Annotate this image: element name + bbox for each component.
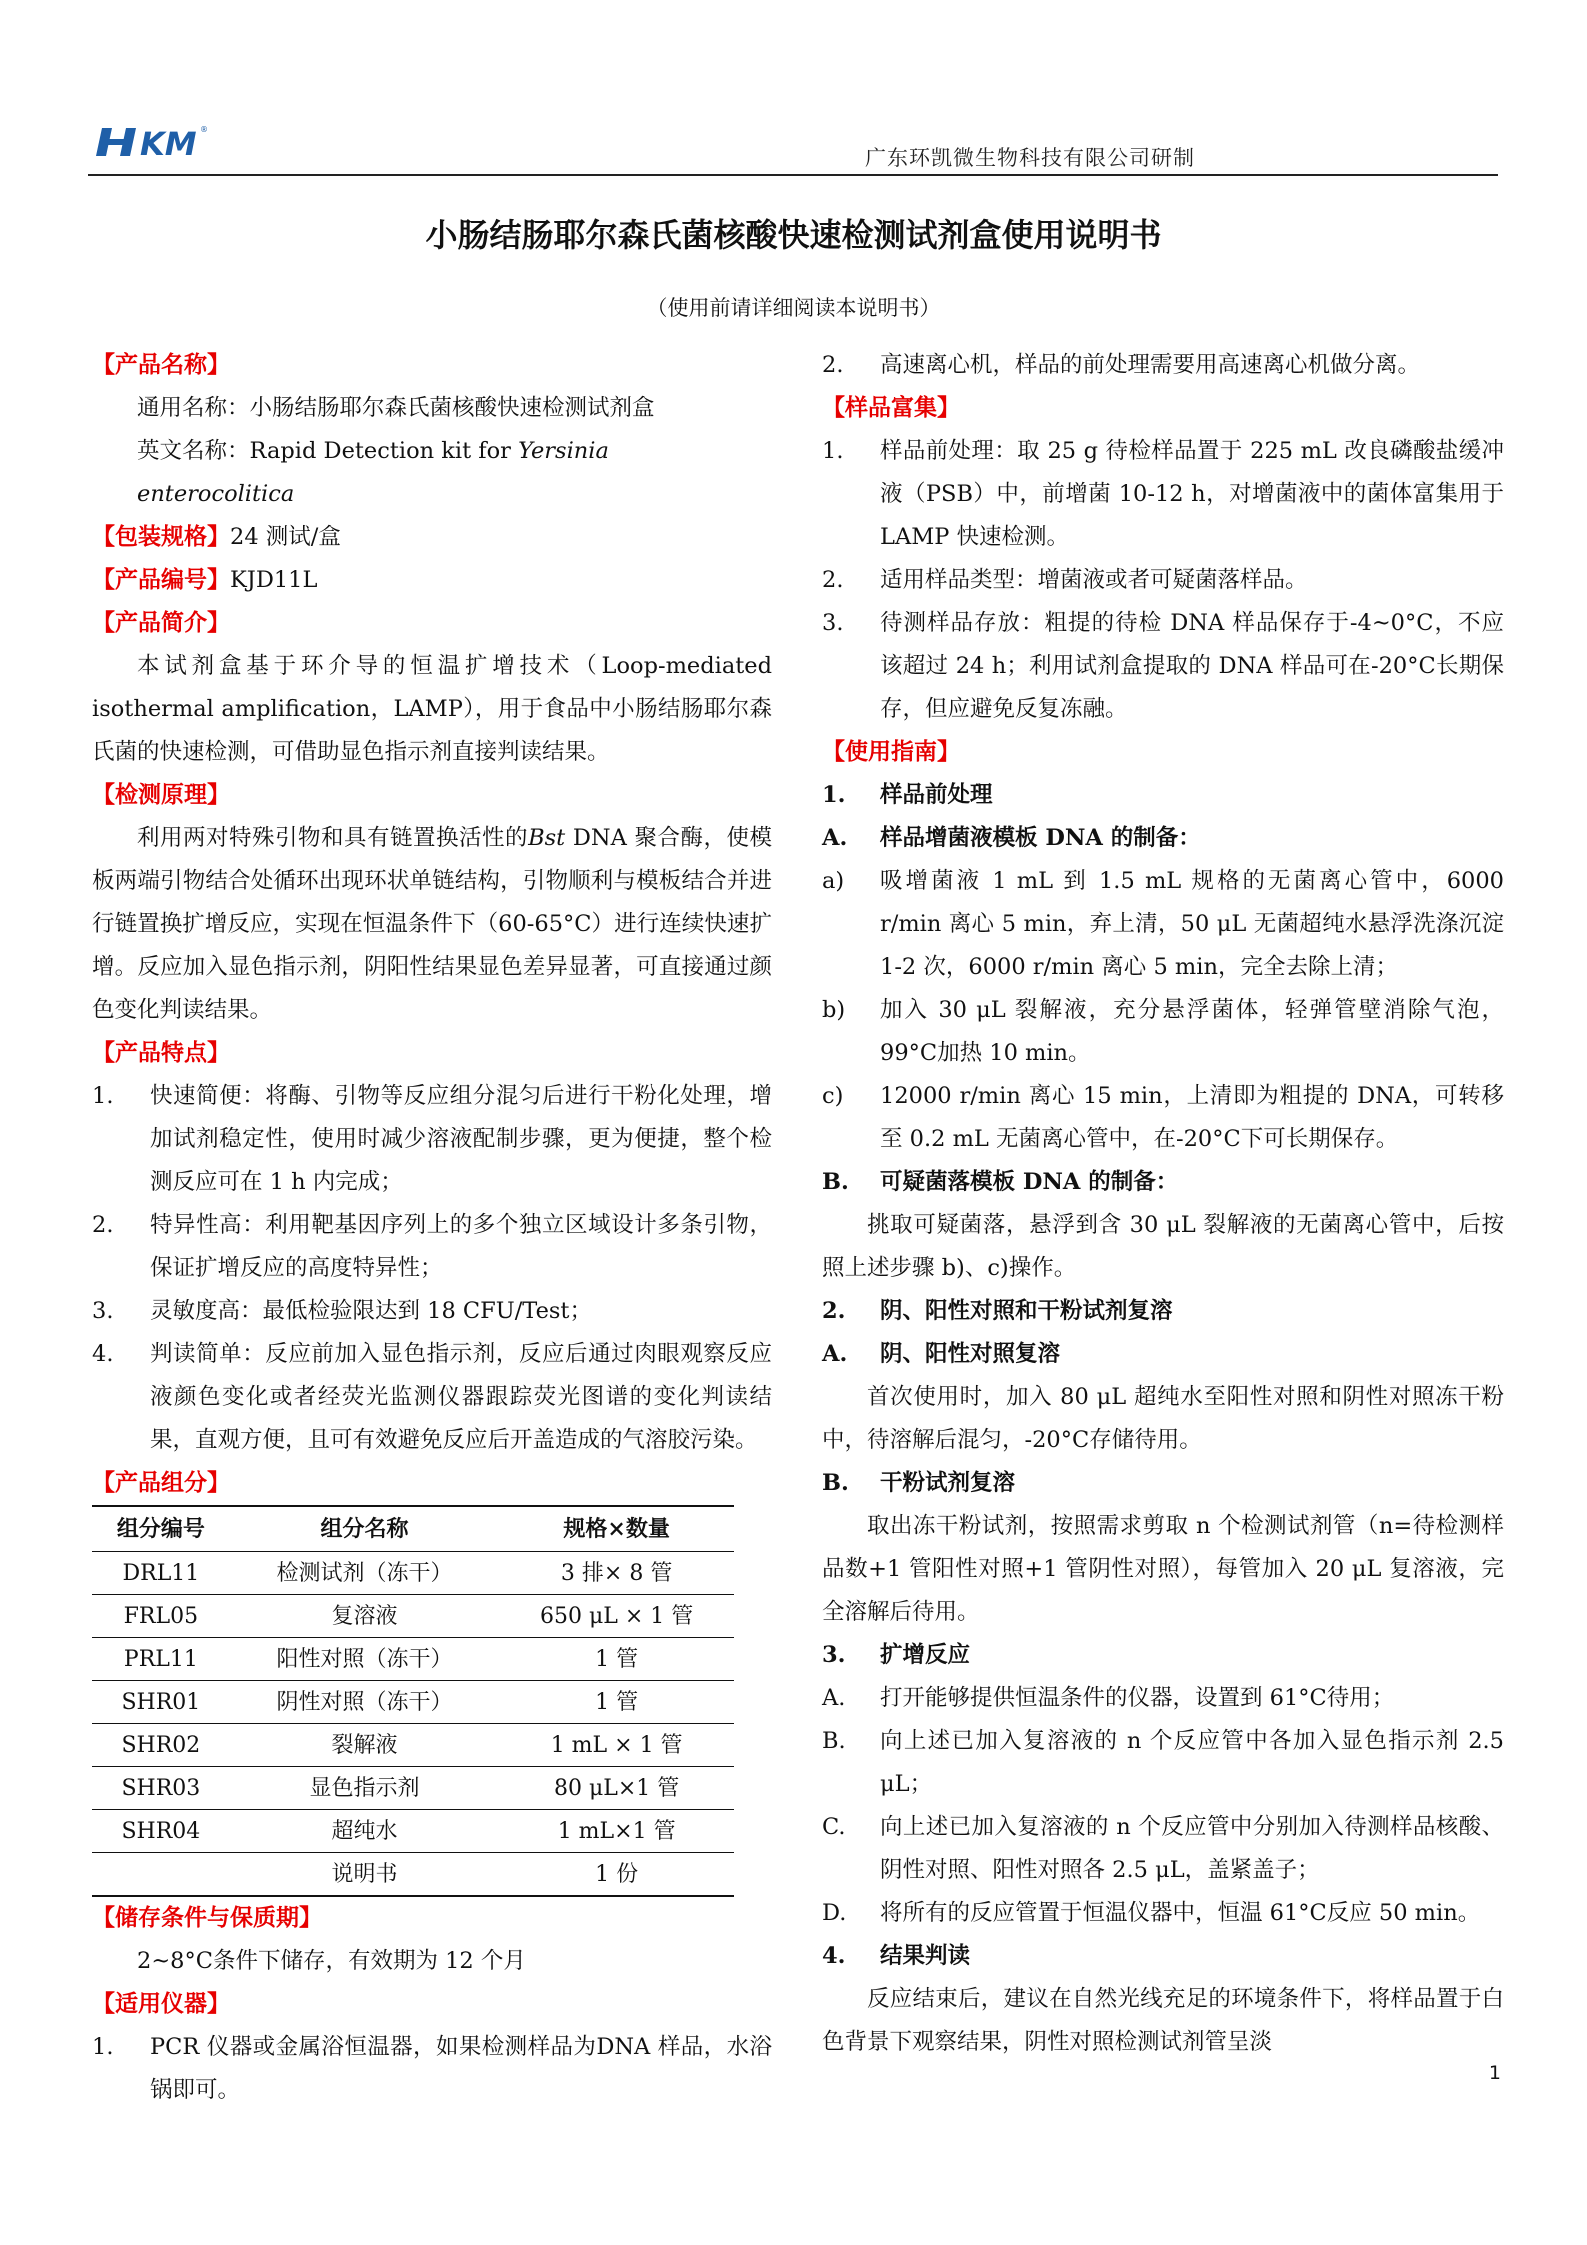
control-text: 首次使用时，加入 80 μL 超纯水至阳性对照和阴性对照冻干粉中，待溶解后混匀，-20°C存储待用。 — [822, 1384, 1504, 1453]
table-row: 说明书 1 份 — [92, 1853, 734, 1897]
document-title: 小肠结肠耶尔森氏菌核酸快速检测试剂盒使用说明书 — [425, 216, 1162, 254]
list-item: c) 12000 r/min 离心 15 min，上清即为粗提的 DNA，可转移至 0.2 mL 无菌离心管中，在-20°C下可长期保存。 — [822, 1083, 1504, 1152]
table-row: SHR04 超纯水 1 mL×1 管 — [92, 1810, 734, 1853]
svg-text:®: ® — [200, 125, 208, 134]
english-name: 英文名称：Rapid Detection kit for Yersinia enterocolitica — [137, 438, 609, 507]
section-components: 【产品组分】 — [92, 1470, 230, 1496]
feature-list — [92, 1075, 772, 1462]
table-header: 组分编号 — [92, 1506, 230, 1552]
list-item: B. 向上述已加入复溶液的 n 个反应管中各加入显色指示剂 2.5 μL； — [822, 1728, 1504, 1797]
section-features: 【产品特点】 — [92, 1040, 230, 1066]
step-heading: 3. 扩增反应 — [822, 1642, 971, 1668]
company-name: 广东环凯微生物科技有限公司研制 — [865, 146, 1195, 170]
step-heading: A. 阴、阳性对照复溶 — [822, 1341, 1061, 1367]
spec-line: 【包装规格】24 测试/盒 — [92, 524, 341, 550]
table-row: SHR01 阴性对照（冻干） 1 管 — [92, 1681, 734, 1724]
code-line: 【产品编号】KJD11L — [92, 567, 318, 593]
list-item: 1. PCR 仪器或金属浴恒温器，如果检测样品为DNA 样品，水浴锅即可。 — [92, 2034, 772, 2103]
list-item: b) 加入 30 μL 裂解液，充分悬浮菌体，轻弹管壁消除气泡，99°C加热 10 min。 — [822, 997, 1504, 1066]
company-logo — [96, 118, 246, 162]
list-item: 1. 快速简便：将酶、引物等反应组分混匀后进行干粉化处理，增加试剂稳定性，使用时减少溶液配制步骤，更为便捷，整个检测反应可在 1 h 内完成； — [92, 1083, 772, 1195]
list-item: 1. 样品前处理：取 25 g 待检样品置于 225 mL 改良磷酸盐缓冲液（PSB）中，前增菌 10-12 h，对增菌液中的菌体富集用于 LAMP 快速检测。 — [822, 438, 1504, 550]
list-item: 2. 适用样品类型：增菌液或者可疑菌落样品。 — [822, 567, 1308, 593]
intro-text: 本试剂盒基于环介导的恒温扩增技术（Loop-mediated isothermal amplification，LAMP），用于食品中小肠结肠耶尔森氏菌的快速检测，可借助显色指示剂直接判读结果。 — [92, 653, 772, 765]
step-heading: 2. 阴、阳性对照和干粉试剂复溶 — [822, 1298, 1173, 1324]
list-item: A. 打开能够提供恒温条件的仪器，设置到 61°C待用； — [822, 1685, 1395, 1711]
generic-name: 通用名称：小肠结肠耶尔森氏菌核酸快速检测试剂盒 — [137, 395, 655, 421]
section-enrichment: 【样品富集】 — [822, 395, 960, 421]
list-item: a) 吸增菌液 1 mL 到 1.5 mL 规格的无菌离心管中，6000 r/min 离心 5 min，弃上清，50 μL 无菌超纯水悬浮洗涤沉淀 1-2 次，6000 r/min 离心 5 min，完全去除上清； — [822, 868, 1504, 980]
header-divider — [88, 174, 1498, 176]
table-row: FRL05 复溶液 650 μL × 1 管 — [92, 1595, 734, 1638]
colony-text: 挑取可疑菌落，悬浮到含 30 μL 裂解液的无菌离心管中，后按照上述步骤 b)、c)操作。 — [822, 1212, 1504, 1281]
principle-text: 利用两对特殊引物和具有链置换活性的Bst DNA 聚合酶，使模板两端引物结合处循环出现环状单链结构，引物顺利与模板结合并进行链置换扩增反应，实现在恒温条件下（60-65°C）进行连续快速扩增。反应加入显色指示剂，阴阳性结果显色差异显著，可直接通过颜色变化判读结果。 — [92, 825, 772, 1023]
reagent-text: 取出冻干粉试剂，按照需求剪取 n 个检测试剂管（n=待检测样品数+1 管阳性对照+1 管阴性对照），每管加入 20 μL 复溶液，完全溶解后待用。 — [822, 1513, 1504, 1625]
step-heading: B. 干粉试剂复溶 — [822, 1470, 1016, 1496]
list-item: 2. 特异性高：利用靶基因序列上的多个独立区域设计多条引物，保证扩增反应的高度特异性； — [92, 1212, 772, 1281]
section-product-name: 【产品名称】 — [92, 352, 230, 378]
table-header-row — [92, 1506, 734, 1552]
section-intro: 【产品简介】 — [92, 610, 230, 636]
list-item: 2. 高速离心机，样品的前处理需要用高速离心机做分离。 — [822, 352, 1421, 378]
table-header: 组分名称 — [230, 1506, 499, 1552]
list-item: C. 向上述已加入复溶液的 n 个反应管中分别加入待测样品核酸、阴性对照、阳性对照各 2.5 μL，盖紧盖子； — [822, 1814, 1504, 1883]
list-item: 3. 灵敏度高：最低检验限达到 18 CFU/Test； — [92, 1298, 592, 1324]
left-column — [92, 344, 772, 2112]
table-row: DRL11 检测试剂（冻干） 3 排× 8 管 — [92, 1552, 734, 1595]
list-item: 3. 待测样品存放：粗提的待检 DNA 样品保存于-4~0°C，不应该超过 24 h；利用试剂盒提取的 DNA 样品可在-20°C长期保存，但应避免反复冻融。 — [822, 610, 1504, 722]
section-guide: 【使用指南】 — [822, 739, 960, 765]
step-heading: A. 样品增菌液模板 DNA 的制备： — [822, 825, 1201, 851]
svg-text:KM: KM — [140, 125, 197, 162]
step-heading: 4. 结果判读 — [822, 1943, 971, 1969]
table-header: 规格×数量 — [499, 1506, 734, 1552]
section-instruments: 【适用仪器】 — [92, 1991, 230, 2017]
right-column — [822, 344, 1504, 2064]
table-row: SHR03 显色指示剂 80 μL×1 管 — [92, 1767, 734, 1810]
list-item: D. 将所有的反应管置于恒温仪器中，恒温 61°C反应 50 min。 — [822, 1900, 1481, 1926]
list-item: 4. 判读简单：反应前加入显色指示剂，反应后通过肉眼观察反应液颜色变化或者经荧光监测仪器跟踪荧光图谱的变化判读结果，直观方便，且可有效避免反应后开盖造成的气溶胶污染。 — [92, 1341, 772, 1453]
section-principle: 【检测原理】 — [92, 782, 230, 808]
step-heading: B. 可疑菌落模板 DNA 的制备： — [822, 1169, 1179, 1195]
table-row: SHR02 裂解液 1 mL × 1 管 — [92, 1724, 734, 1767]
document-subtitle: （使用前请详细阅读本说明书） — [646, 296, 941, 320]
table-row: PRL11 阳性对照（冻干） 1 管 — [92, 1638, 734, 1681]
step-heading: 1. 样品前处理 — [822, 782, 993, 808]
storage-text: 2~8°C条件下储存，有效期为 12 个月 — [137, 1948, 526, 1974]
components-table — [92, 1505, 734, 1897]
page-number: 1 — [1488, 2062, 1501, 2084]
result-text: 反应结束后，建议在自然光线充足的环境条件下，将样品置于白色背景下观察结果，阴性对照检测试剂管呈淡 — [822, 1986, 1504, 2055]
section-storage: 【储存条件与保质期】 — [92, 1905, 322, 1931]
